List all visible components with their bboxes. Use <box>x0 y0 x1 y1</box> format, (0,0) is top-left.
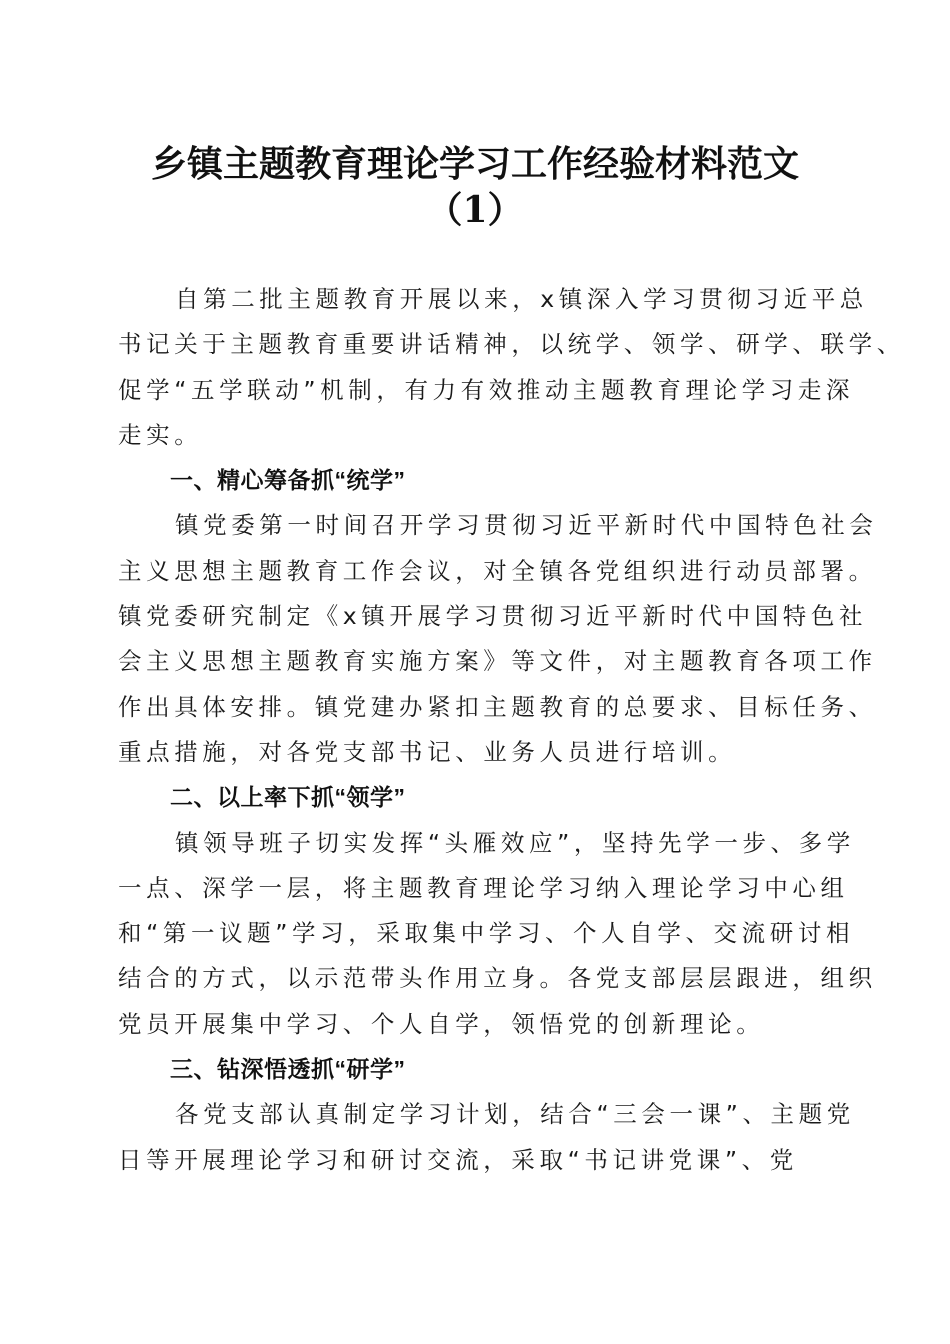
paragraph-line: 日等开展理论学习和研讨交流，采取“书记讲党课”、党 <box>118 1145 798 1174</box>
paragraph-line: 各党支部认真制定学习计划，结合“三会一课”、主题党 <box>175 1100 855 1129</box>
section-heading: 二、以上率下抓“领学” <box>170 784 406 811</box>
paragraph-line: 重点措施，对各党支部书记、业务人员进行培训。 <box>118 737 737 766</box>
paragraph-line: 和“第一议题”学习，采取集中学习、个人自学、交流研讨相 <box>118 919 855 948</box>
paragraph-line: 走实。 <box>118 420 203 449</box>
intro-paragraph <box>118 277 905 458</box>
paragraph-line: 书记关于主题教育重要讲话精神，以统学、领学、研学、联学、 <box>118 330 905 359</box>
document-body <box>118 277 905 1183</box>
paragraph-line: 党员开展集中学习、个人自学，领悟党的创新理论。 <box>118 1009 765 1038</box>
paragraph-line: 自第二批主题教育开展以来，x镇深入学习贯彻习近平总 <box>175 285 868 313</box>
section-2 <box>118 775 877 1047</box>
paragraph-line: 会主义思想主题教育实施方案》等文件，对主题教育各项工作 <box>118 647 877 676</box>
paragraph-line: 镇党委研究制定《x镇开展学习贯彻习近平新时代中国特色社 <box>118 602 868 631</box>
document-title-number: （1） <box>426 189 524 231</box>
paragraph-line: 作出具体安排。镇党建办紧扣主题教育的总要求、目标任务、 <box>118 692 877 721</box>
paragraph-line: 主义思想主题教育工作会议，对全镇各党组织进行动员部署。 <box>118 556 877 585</box>
paragraph-line: 一点、深学一层，将主题教育理论学习纳入理论学习中心组 <box>118 873 849 902</box>
section-3 <box>118 1047 855 1183</box>
section-heading: 一、精心筹备抓“统学” <box>170 467 406 494</box>
paragraph-line: 镇领导班子切实发挥“头雁效应”，坚持先学一步、多学 <box>175 828 855 857</box>
section-1 <box>118 458 878 775</box>
paragraph-line: 促学“五学联动”机制，有力有效推动主题教育理论学习走深 <box>118 375 855 404</box>
paragraph-line: 结合的方式，以示范带头作用立身。各党支部层层跟进，组织 <box>118 964 877 993</box>
section-heading: 三、钻深悟透抓“研学” <box>170 1056 406 1083</box>
document-title: 乡镇主题教育理论学习工作经验材料范文 <box>150 143 799 185</box>
paragraph-line: 镇党委第一时间召开学习贯彻习近平新时代中国特色社会 <box>175 511 878 540</box>
